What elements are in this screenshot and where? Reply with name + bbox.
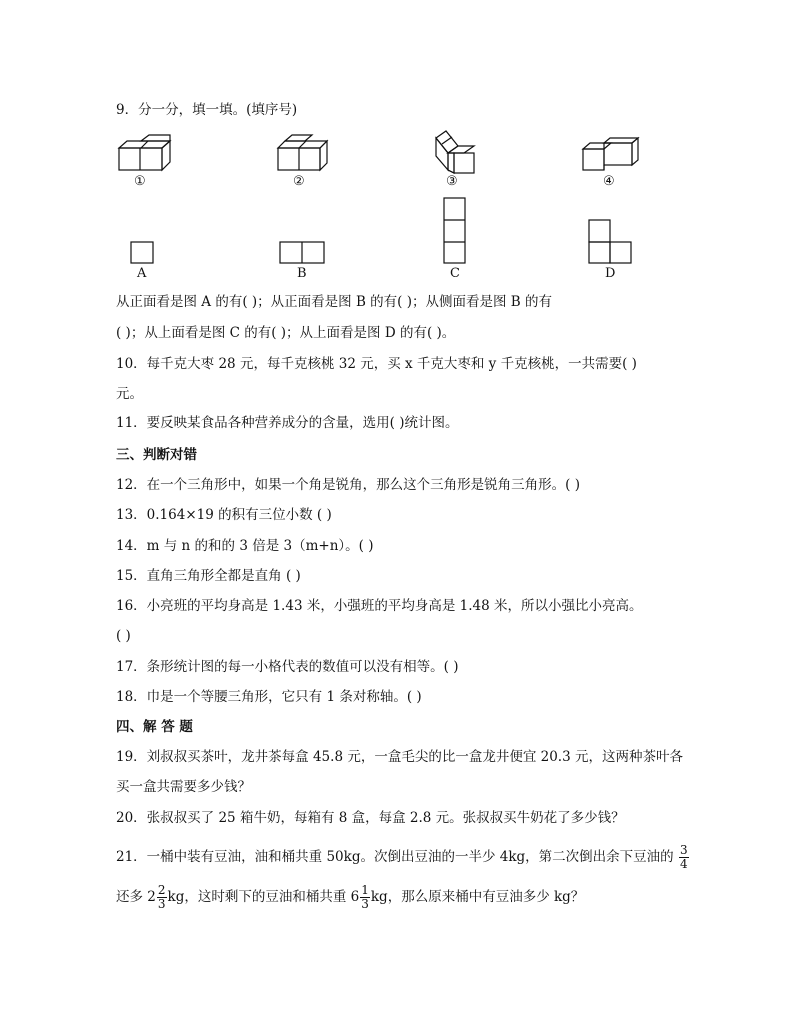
q21-fraction-1-numerator: 3 [679,843,688,857]
view-a-square [131,242,153,263]
q9-figures [0,0,794,290]
q14: 14．m 与 n 的和的 3 倍是 3（m+n）。( ) [116,538,374,554]
view-d-squares [589,220,631,263]
q21-fraction-2-denominator: 3 [157,897,166,911]
q21-fraction-2 [157,884,167,911]
view-label-c: C [450,266,460,281]
q21-text-2c: kg，那么原来桶中有豆油多少 kg？ [370,889,585,905]
q16-line2: ( ) [116,628,131,644]
q21-text-2b: kg，这时剩下的豆油和桶共重 6 [167,889,360,905]
q13: 13．0.164×19 的积有三位小数 ( ) [116,507,332,523]
view-label-a: A [137,266,147,281]
section-4-heading: 四、解 答 题 [116,719,193,735]
q18: 18．巾是一个等腰三角形，它只有 1 条对称轴。( ) [116,689,422,705]
q21-fraction-3-numerator: 1 [361,883,369,897]
figure-4-cubes [583,138,638,170]
view-b-squares [280,242,324,263]
q19-line1: 19．刘叔叔买茶叶，龙井茶每盒 45.8 元，一盒毛尖的比一盒龙井便宜 20.3 元，这两种茶叶各 [116,749,683,765]
section-3-heading: 三、判断对错 [116,447,197,463]
q17: 17．条形统计图的每一小格代表的数值可以没有相等。( ) [116,659,459,675]
q10-line1: 10．每千克大枣 28 元，每千克核桃 32 元，买 x 千克大枣和 y 千克核桃，一共需要( ) [116,356,637,372]
q21-fraction-3-denominator: 3 [361,897,369,911]
q19-line2: 买一盒共需要多少钱？ [116,779,251,795]
figure-1-cubes [119,135,170,170]
q20: 20．张叔叔买了 25 箱牛奶，每箱有 8 盒，每盒 2.8 元。张叔叔买牛奶花了多少钱？ [116,810,625,826]
q21-text-1: 21．一桶中装有豆油，油和桶共重 50kg。次倒出豆油的一半少 4kg，第二次倒出余下豆油的 [116,849,674,865]
figure-label-1: ① [134,174,146,189]
q21-fraction-3 [360,884,370,911]
figure-label-4: ④ [603,174,615,189]
q9-line2: ( )；从上面看是图 C 的有( )；从上面看是图 D 的有( )。 [116,325,456,341]
q21-fraction-1-denominator: 4 [679,857,688,871]
q10-line2: 元。 [116,386,143,402]
q21-line2 [116,884,584,911]
view-c-squares [444,198,465,263]
q21-text-2a: 还多 2 [116,889,156,905]
q16-line1: 16．小亮班的平均身高是 1.43 米，小强班的平均身高是 1.48 米，所以小强比小亮高。 [116,598,643,614]
q21-fraction-2-numerator: 2 [157,883,166,897]
q9-title: 9．分一分，填一填。(填序号) [116,102,298,118]
q12: 12．在一个三角形中，如果一个角是锐角，那么这个三角形是锐角三角形。( ) [116,477,581,493]
q21-fraction-1 [679,844,689,871]
figure-2-cubes [278,135,327,170]
q15: 15．直角三角形全都是直角 ( ) [116,568,301,584]
q21-line1 [116,844,690,871]
figure-label-2: ② [293,174,305,189]
figure-label-3: ③ [446,174,458,189]
view-label-d: D [605,266,616,281]
view-label-b: B [297,266,307,281]
figure-3-cubes [436,131,474,173]
q11: 11．要反映某食品各种营养成分的含量，选用( )统计图。 [116,415,459,431]
q9-line1: 从正面看是图 A 的有( )；从正面看是图 B 的有( )；从侧面看是图 B 的有 [116,294,552,310]
